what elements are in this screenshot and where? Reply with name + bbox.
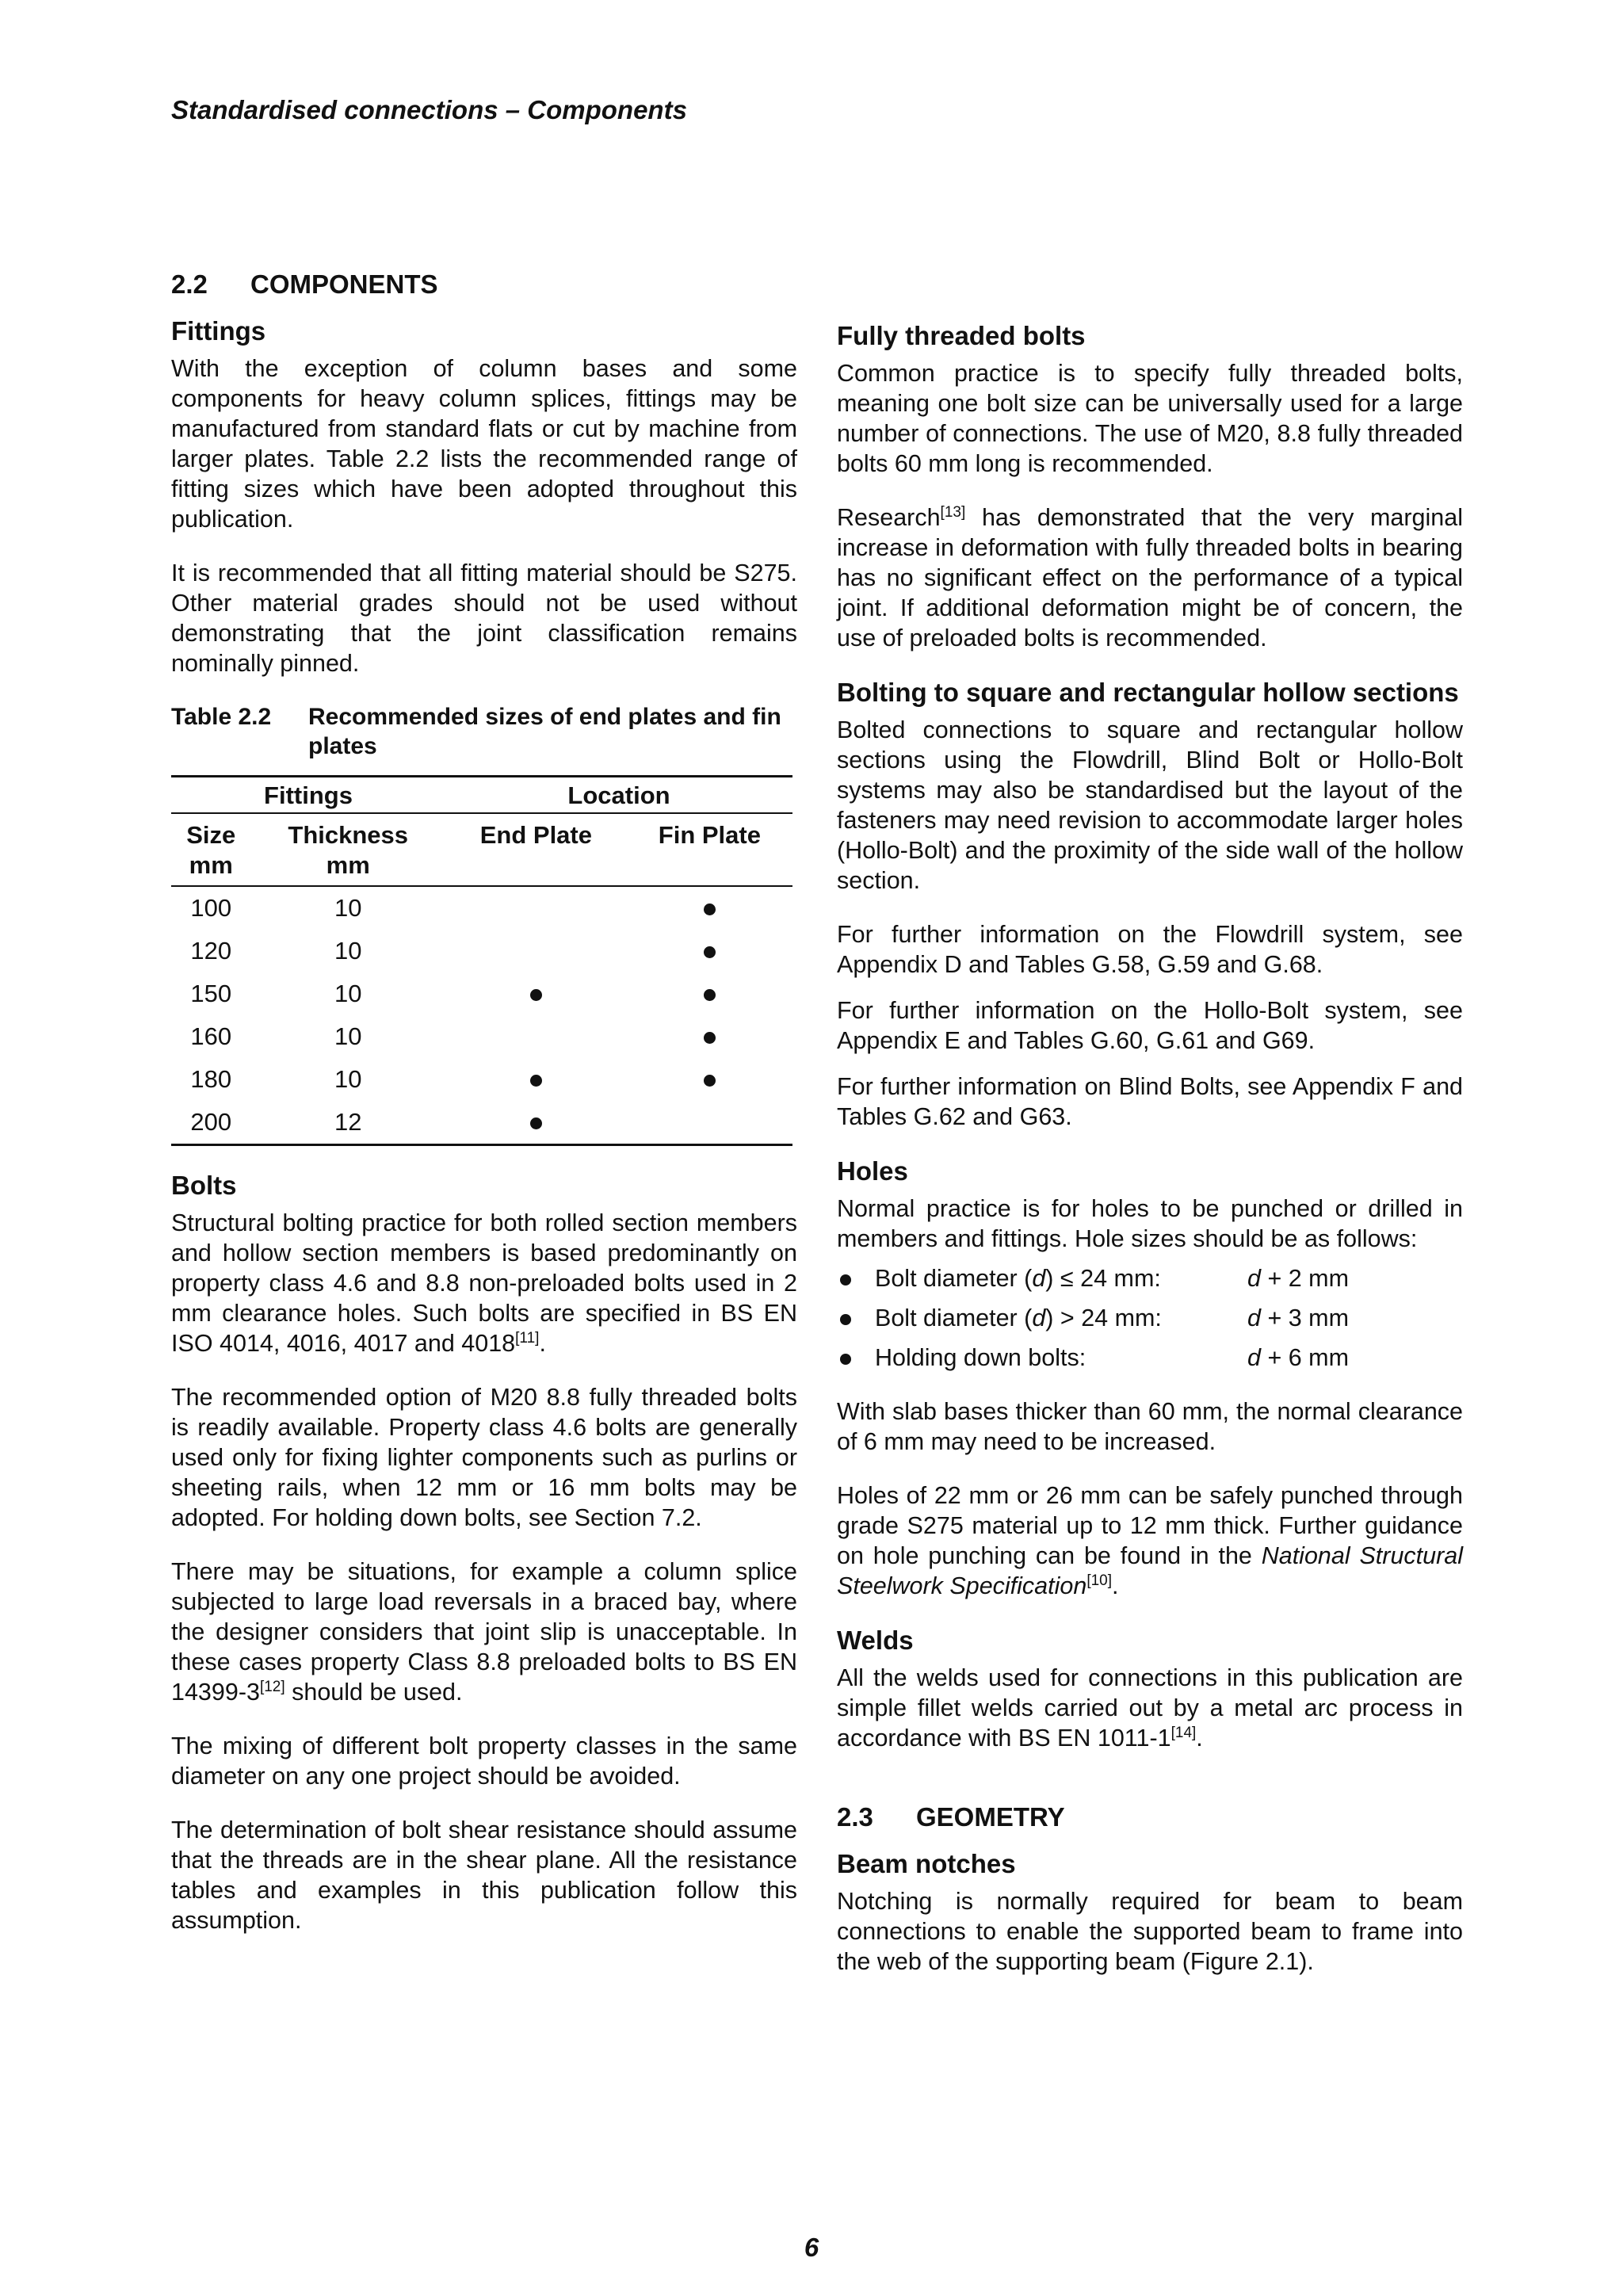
paragraph-bolts-1: Structural bolting practice for both rolled section members and hollow section members is based predominantly on property class 4.6 and 8.8 non-preloaded bolts used in 2 mm clearance holes. Such bolts are specified in BS EN ISO 4014, 4016, 4017 and 4018[11].	[171, 1209, 797, 1357]
hole-size: d + 2 mm	[1247, 1265, 1349, 1292]
page-number: 6	[804, 2233, 819, 2262]
paragraph-hollow-1: Bolted connections to square and rectangular hollow sections using the Flowdrill, Blind Bolt or Hollo-Bolt systems may also be standardised but the layout of the fasteners may need revision to accommodate larger holes (Hollo-Bolt) and the proximity of the side wall of the hollow section.	[837, 716, 1463, 894]
list-item	[837, 1303, 1463, 1333]
bullet-icon	[837, 1263, 875, 1293]
hole-condition: Holding down bolts:	[875, 1344, 1086, 1371]
paragraph-bolts-4: The mixing of different bolt property classes in the same diameter on any one project should be avoided.	[171, 1733, 797, 1790]
cell-end-plate	[445, 1058, 627, 1101]
list-item	[837, 1263, 1463, 1293]
cell-fin-plate	[627, 1058, 792, 1101]
table-row	[171, 1058, 792, 1101]
table-row	[171, 886, 792, 930]
heading-fully-threaded-bolts: Fully threaded bolts	[837, 321, 1086, 350]
reference-14: [14]	[1170, 1725, 1197, 1741]
cell-fin-plate	[627, 1015, 792, 1058]
bullet-dot-icon	[530, 989, 542, 1001]
bullet-dot-icon	[704, 904, 716, 915]
heading-hollow-sections: Bolting to square and rectangular hollow sections	[837, 678, 1459, 707]
hole-condition: Bolt diameter (d) > 24 mm:	[875, 1305, 1162, 1331]
hole-condition: Bolt diameter (d) ≤ 24 mm:	[875, 1265, 1161, 1292]
paragraph-holes-2: With slab bases thicker than 60 mm, the normal clearance of 6 mm may need to be increased.	[837, 1398, 1463, 1455]
column-header-size: Size mm	[171, 813, 250, 886]
paragraph-fittings-2: It is recommended that all fitting material should be S275. Other material grades should not be used without demonstrating that the joint classification remains nominally pinned.	[171, 560, 797, 677]
paragraph-hollow-4: For further information on Blind Bolts, see Appendix F and Tables G.62 and G63.	[837, 1073, 1463, 1130]
heading-beam-notches: Beam notches	[837, 1849, 1016, 1878]
table-caption-text: Recommended sizes of end plates and fin plates	[308, 704, 781, 759]
heading-welds: Welds	[837, 1626, 914, 1655]
cell-size: 180	[190, 1065, 232, 1093]
cell-fin-plate	[627, 972, 792, 1015]
paragraph-hollow-2: For further information on the Flowdrill system, see Appendix D and Tables G.58, G.59 and G.68.	[837, 921, 1463, 978]
group-header-fittings: Fittings	[171, 777, 445, 814]
group-header-location: Location	[445, 777, 792, 814]
section-title: COMPONENTS	[250, 269, 438, 299]
table-label: Table 2.2	[171, 704, 272, 730]
fitting-sizes-table	[171, 775, 792, 1146]
cell-thickness: 10	[334, 980, 362, 1007]
cell-end-plate	[445, 930, 627, 972]
bullet-dot-icon	[530, 1075, 542, 1087]
paragraph-fully-threaded-1: Common practice is to specify fully threaded bolts, meaning one bolt size can be universally used for a large number of connections. The use of M20, 8.8 fully threaded bolts 60 mm long is recommended.	[837, 360, 1463, 477]
bullet-icon	[837, 1343, 875, 1373]
paragraph-bolts-2: The recommended option of M20 8.8 fully threaded bolts is readily available. Property class 4.6 bolts are generally used only for fixing lighter components such as purlins or sheeting rails, when 12 mm or 16 mm bolts may be adopted. For holding down bolts, see Section 7.2.	[171, 1384, 797, 1531]
cell-size: 150	[190, 980, 232, 1007]
cell-size: 160	[190, 1022, 232, 1050]
bullet-dot-icon	[704, 989, 716, 1001]
section-title: GEOMETRY	[916, 1802, 1065, 1832]
cell-thickness: 12	[250, 1101, 445, 1145]
paragraph-bolts-5: The determination of bolt shear resistance should assume that the threads are in the shear plane. All the resistance tables and examples in this publication follow this assumption.	[171, 1817, 797, 1934]
cell-size: 200	[171, 1101, 250, 1145]
column-header-thickness: Thickness mm	[250, 813, 445, 886]
paragraph-fully-threaded-2: Research[13] has demonstrated that the very marginal increase in deformation with fully threaded bolts in bearing has no significant effect on the performance of a typical joint. If additional deformation might be of concern, the use of preloaded bolts is recommended.	[837, 504, 1463, 651]
cell-end-plate	[445, 972, 627, 1015]
cell-thickness: 10	[334, 1065, 362, 1093]
cell-fin-plate	[627, 1101, 792, 1145]
bullet-dot-icon	[530, 1117, 542, 1129]
table-row	[171, 1015, 792, 1058]
bullet-dot-icon	[704, 1032, 716, 1044]
reference-10: [10]	[1086, 1572, 1113, 1589]
table-row	[171, 972, 792, 1015]
section-number: 2.3	[837, 1802, 873, 1832]
running-header: Standardised connections – Components	[171, 95, 687, 124]
reference-13: [13]	[940, 504, 966, 521]
cell-size: 120	[190, 937, 232, 965]
cell-thickness: 10	[334, 894, 362, 922]
section-heading-components	[171, 269, 797, 300]
left-column	[171, 269, 797, 1959]
list-item	[837, 1343, 1463, 1373]
cell-thickness: 10	[334, 1022, 362, 1050]
paragraph-holes-3: Holes of 22 mm or 26 mm can be safely punched through grade S275 material up to 12 mm thick. Further guidance on hole punching can be found in the National Structural Steelwork Specification[10].	[837, 1482, 1463, 1599]
column-header-end-plate: End Plate	[445, 813, 627, 886]
bullet-dot-icon	[704, 1075, 716, 1087]
cell-thickness: 10	[334, 937, 362, 965]
hole-size: d + 6 mm	[1247, 1344, 1349, 1371]
table-row	[171, 1101, 792, 1145]
paragraph-welds-1: All the welds used for connections in this publication are simple fillet welds carried out by a metal arc process in accordance with BS EN 1011-1[14].	[837, 1664, 1463, 1752]
right-column	[837, 320, 1463, 2000]
table-row	[171, 930, 792, 972]
table-caption	[171, 702, 797, 761]
cell-fin-plate	[627, 886, 792, 930]
bullet-dot-icon	[704, 946, 716, 958]
hole-size: d + 3 mm	[1247, 1305, 1349, 1331]
cell-end-plate	[445, 886, 627, 930]
section-heading-geometry	[837, 1802, 1463, 1832]
paragraph-holes-1: Normal practice is for holes to be punched or drilled in members and fittings. Hole sizes should be as follows:	[837, 1195, 1463, 1252]
paragraph-beam-notches-1: Notching is normally required for beam to beam connections to enable the supported beam to frame into the web of the supporting beam (Figure 2.1).	[837, 1888, 1463, 1975]
heading-bolts: Bolts	[171, 1171, 237, 1200]
paragraph-hollow-3: For further information on the Hollo-Bolt system, see Appendix E and Tables G.60, G.61 and G69.	[837, 997, 1463, 1054]
heading-holes: Holes	[837, 1156, 908, 1186]
cell-end-plate	[445, 1015, 627, 1058]
hole-size-list	[837, 1263, 1463, 1373]
reference-12: [12]	[259, 1679, 285, 1695]
cell-fin-plate	[627, 930, 792, 972]
heading-fittings: Fittings	[171, 316, 266, 346]
bullet-icon	[837, 1303, 875, 1333]
cell-size: 100	[190, 894, 232, 922]
reference-11: [11]	[515, 1330, 540, 1347]
paragraph-fittings-1: With the exception of column bases and some components for heavy column splices, fittings may be manufactured from standard flats or cut by machine from larger plates. Table 2.2 lists the recommended range of fitting sizes which have been adopted throughout this publication.	[171, 355, 797, 533]
section-number: 2.2	[171, 269, 208, 299]
column-header-fin-plate: Fin Plate	[627, 813, 792, 886]
cell-end-plate	[445, 1101, 627, 1145]
paragraph-bolts-3: There may be situations, for example a column splice subjected to large load reversals in a braced bay, where the designer considers that joint slip is unacceptable. In these cases property Class 8.8 preloaded bolts to BS EN 14399-3[12] should be used.	[171, 1558, 797, 1706]
